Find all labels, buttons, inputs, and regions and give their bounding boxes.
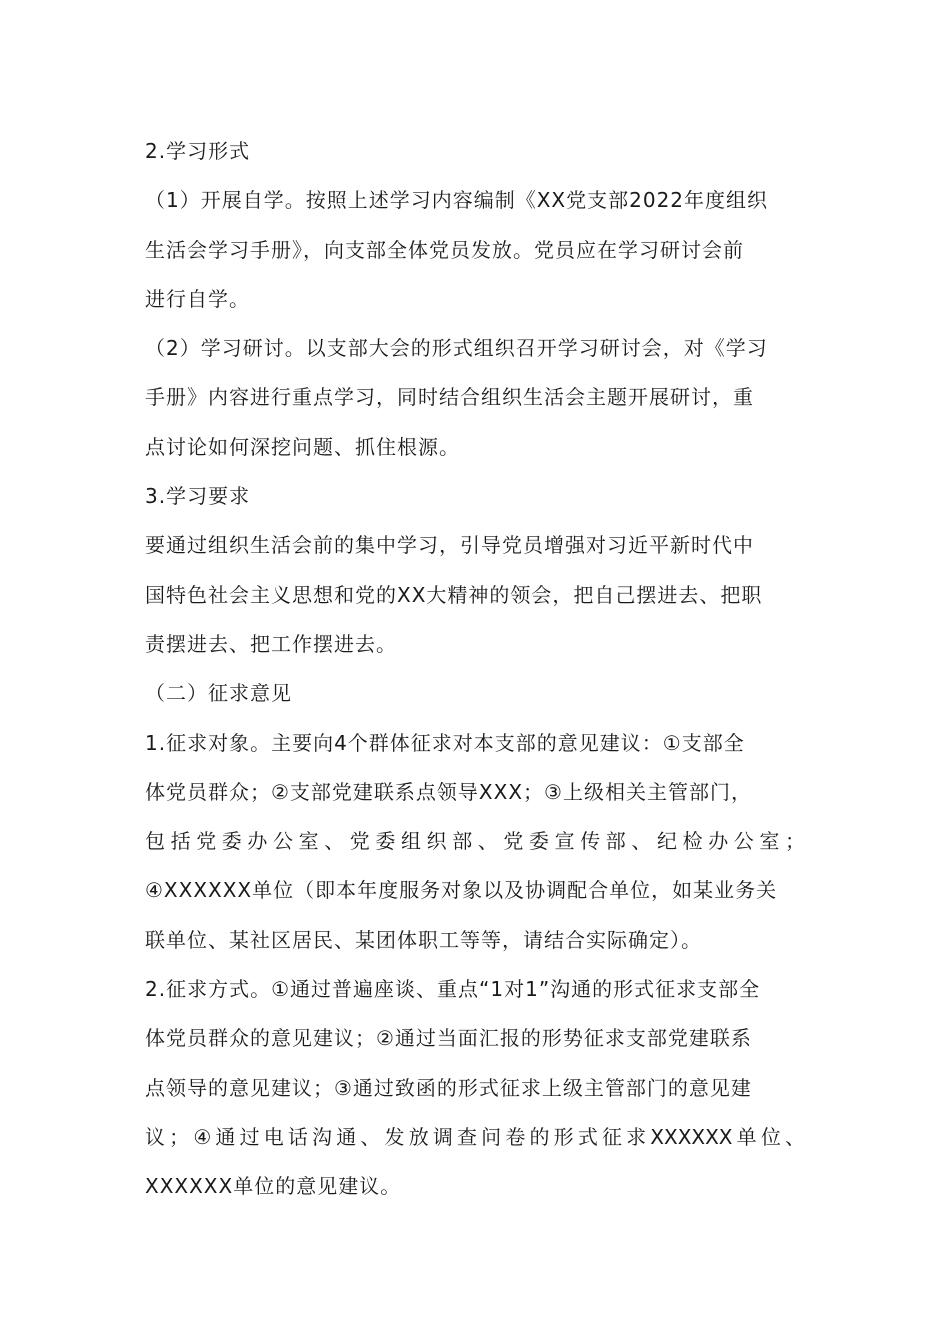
paragraph-line: 进行自学。 (145, 286, 250, 311)
document-body (145, 127, 805, 1212)
paragraph-line: 议；④通过电话沟通、发放调查问卷的形式征求XXXXXX单位、 (145, 1124, 805, 1149)
paragraph-line: （2）学习研讨。以支部大会的形式组织召开学习研讨会，对《学习 (145, 336, 768, 361)
paragraph-line: （1）开展自学。按照上述学习内容编制《XX党支部2022年度组织 (145, 188, 769, 213)
heading-solicit-opinions: （二）征求意见 (145, 681, 292, 706)
paragraph-line: 国特色社会主义思想和党的XX大精神的领会，把自己摆进去、把职 (145, 582, 763, 607)
paragraph-line: 包括党委办公室、党委组织部、党委宣传部、纪检办公室； (145, 829, 805, 854)
paragraph-line: 体党员群众；②支部党建联系点领导XXX；③上级相关主管部门， (145, 779, 752, 804)
paragraph-line: 要通过组织生活会前的集中学习，引导党员增强对习近平新时代中 (145, 533, 754, 558)
paragraph-line: ④XXXXXX单位（即本年度服务对象以及协调配合单位，如某业务关 (145, 878, 778, 903)
heading-study-form: 2.学习形式 (145, 139, 251, 163)
paragraph-line: 2.征求方式。①通过普遍座谈、重点“1对1”沟通的形式征求支部全 (145, 977, 761, 1002)
paragraph-line: 联单位、某社区居民、某团体职工等等，请结合实际确定）。 (145, 927, 702, 952)
paragraph-line: 手册》内容进行重点学习，同时结合组织生活会主题开展研讨，重 (145, 385, 754, 410)
paragraph-line: 点领导的意见建议；③通过致函的形式征求上级主管部门的意见建 (145, 1075, 752, 1100)
paragraph-line: 体党员群众的意见建议；②通过当面汇报的形势征求支部党建联系 (145, 1026, 752, 1051)
paragraph-line: XXXXXX单位的意见建议。 (145, 1174, 402, 1199)
paragraph-line: 责摆进去、把工作摆进去。 (145, 631, 397, 656)
heading-study-requirements: 3.学习要求 (145, 484, 251, 509)
paragraph-line: 1.征求对象。主要向4个群体征求对本支部的意见建议：①支部全 (145, 730, 745, 755)
paragraph-line: 点讨论如何深挖问题、抓住根源。 (145, 434, 460, 459)
paragraph-line: 生活会学习手册》，向支部全体党员发放。党员应在学习研讨会前 (145, 237, 744, 262)
